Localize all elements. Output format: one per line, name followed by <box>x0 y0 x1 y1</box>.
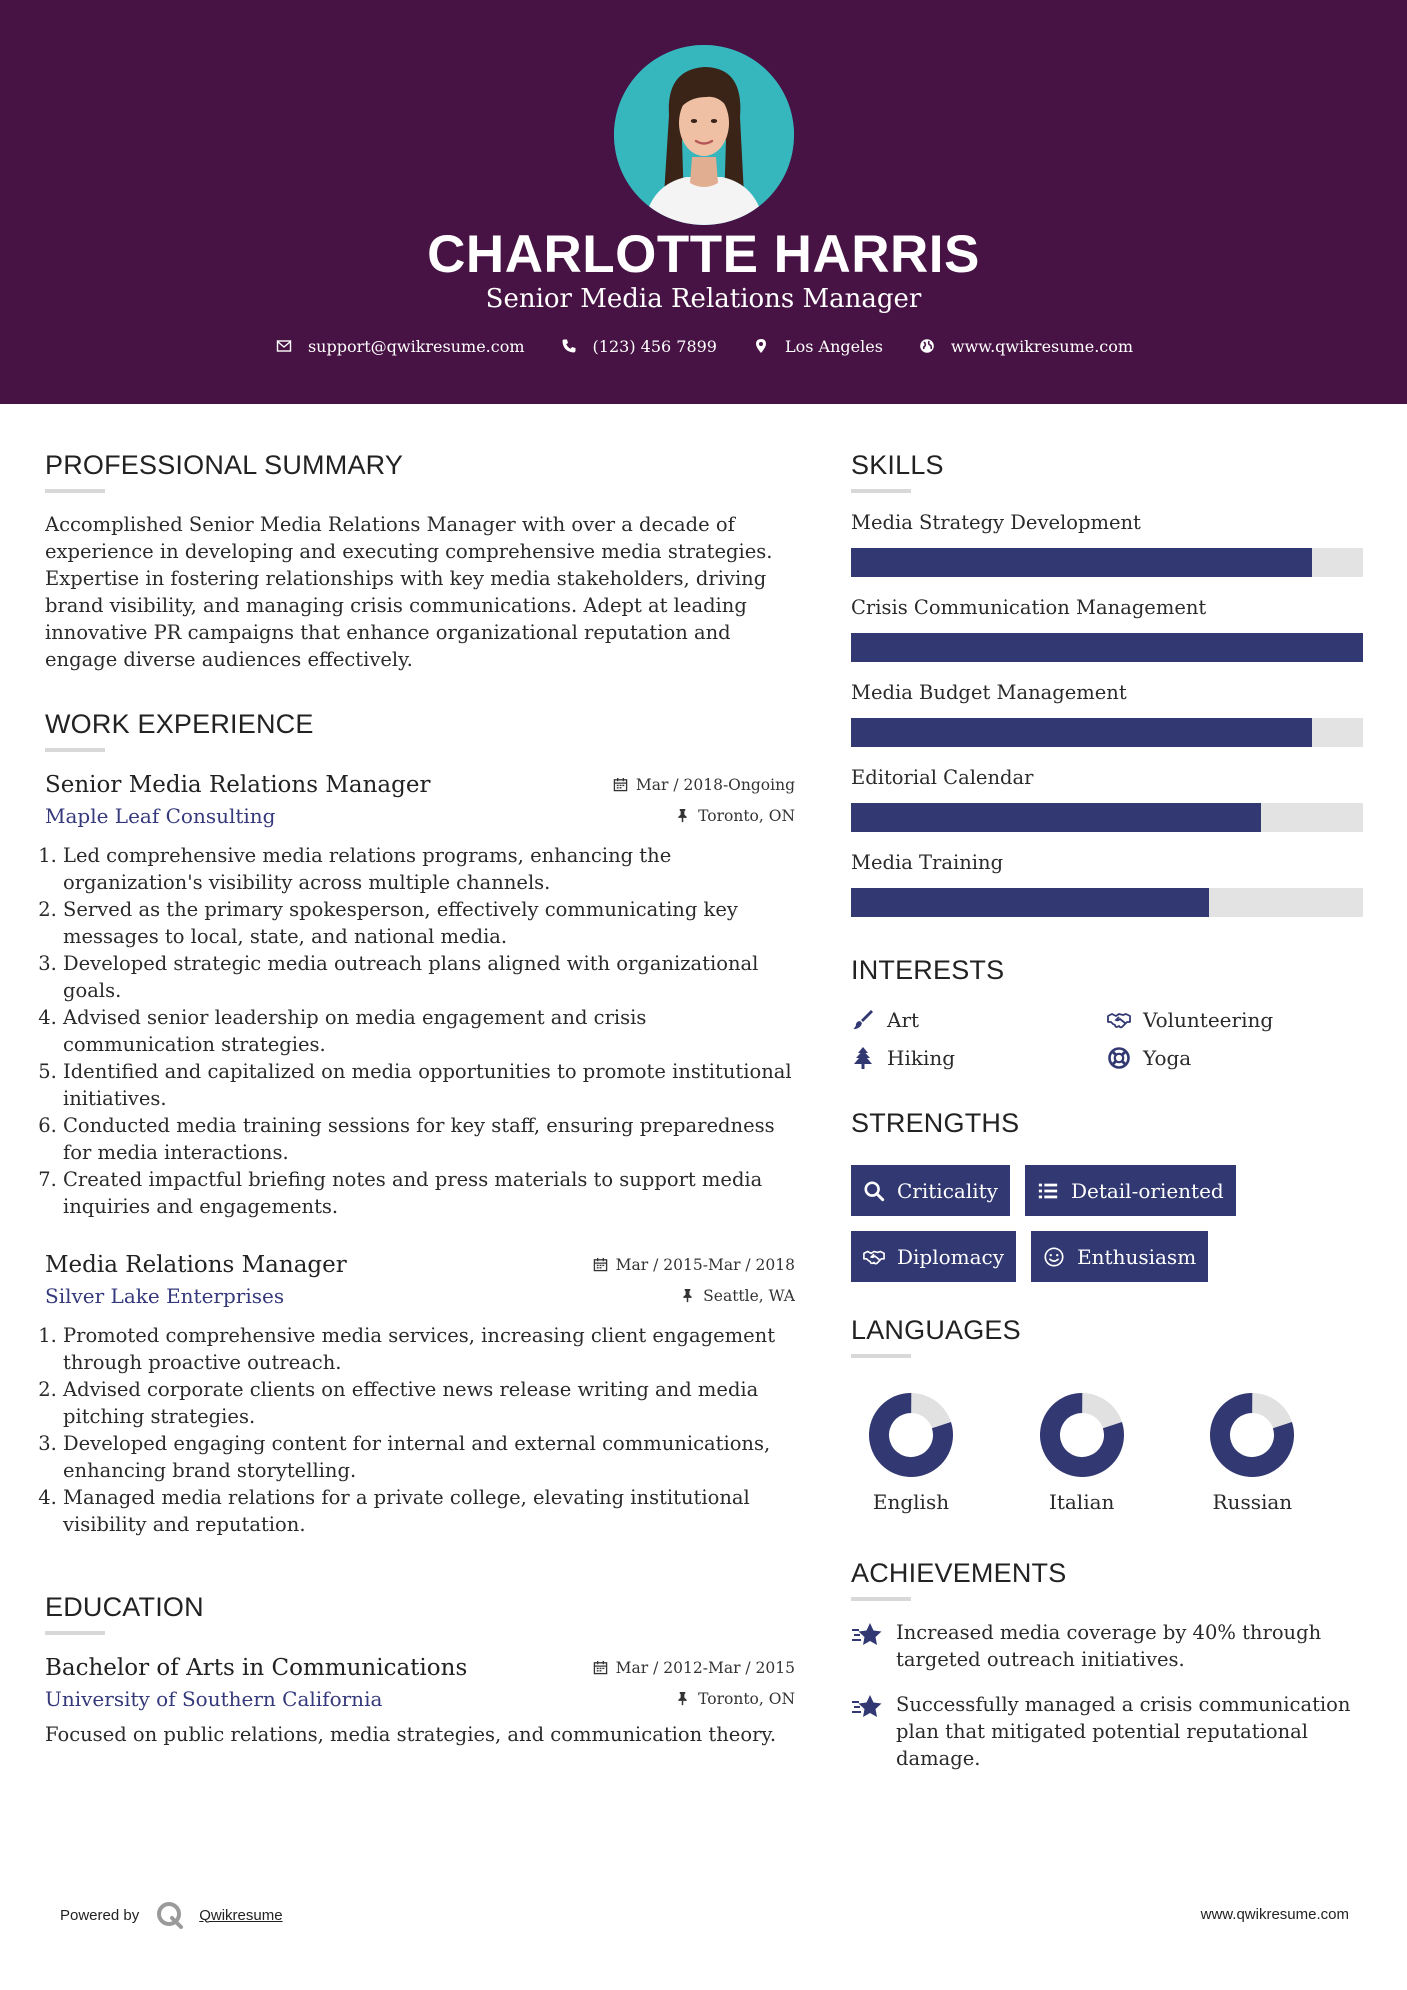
skill-name: Editorial Calendar <box>851 766 1034 789</box>
skills-section <box>851 450 1363 917</box>
language-name: Italian <box>1048 1490 1115 1514</box>
skill-bar-track <box>851 548 1363 577</box>
contact-phone[interactable] <box>559 336 717 356</box>
contact-website[interactable] <box>917 336 1133 356</box>
calendar-icon <box>593 1660 608 1675</box>
job-company: Maple Leaf Consulting <box>45 804 276 828</box>
pin-icon <box>680 1288 695 1303</box>
job-company: Silver Lake Enterprises <box>45 1284 285 1308</box>
skill-bar-fill <box>851 548 1312 577</box>
list-item: 7. Created impactful briefing notes and press materials to support media inquiries and engagements. <box>63 1166 795 1220</box>
skill-item <box>851 851 1363 917</box>
section-divider <box>851 1597 911 1601</box>
interests-section <box>851 955 1363 1070</box>
list-item: 1. Led comprehensive media relations programs, enhancing the organization's visibility across multiple channels. <box>63 842 795 896</box>
candidate-role: Senior Media Relations Manager <box>485 284 922 314</box>
language-item <box>851 1392 1022 1514</box>
list-item: 3. Developed engaging content for internal and external communications, enhancing brand storytelling. <box>63 1430 795 1484</box>
job-location: Toronto, ON <box>675 807 795 825</box>
interest-item: Art <box>851 1008 1107 1032</box>
location-text: Los Angeles <box>784 336 883 356</box>
skill-bar-track <box>851 718 1363 747</box>
right-column <box>851 450 1363 1772</box>
strength-chip: Diplomacy <box>851 1231 1016 1282</box>
paintbrush-icon <box>851 1008 875 1032</box>
list-item: 5. Identified and capitalized on media opportunities to promote institutional initiatives. <box>63 1058 795 1112</box>
phone-icon <box>559 336 579 356</box>
language-item <box>1192 1392 1363 1514</box>
contact-email[interactable] <box>274 336 525 356</box>
strength-chip: Enthusiasm <box>1031 1231 1208 1282</box>
search-icon <box>863 1180 885 1202</box>
strengths-section <box>851 1108 1363 1297</box>
summary-section <box>45 450 795 673</box>
skill-item <box>851 511 1363 577</box>
contact-bar <box>0 336 1407 356</box>
interest-item: Yoga <box>1107 1046 1363 1070</box>
achievement-item <box>851 1619 1363 1673</box>
section-divider <box>45 489 105 493</box>
languages-section <box>851 1315 1363 1514</box>
achievement-item <box>851 1691 1363 1772</box>
handshake-icon <box>1107 1008 1131 1032</box>
email-text: support@qwikresume.com <box>307 336 525 356</box>
education-section <box>45 1592 795 1748</box>
skill-bar-track <box>851 633 1363 662</box>
job-title: Media Relations Manager <box>45 1252 347 1278</box>
language-item <box>1022 1392 1193 1514</box>
calendar-icon <box>593 1257 608 1272</box>
skill-name: Media Strategy Development <box>851 511 1141 534</box>
language-donut-chart <box>868 1392 954 1478</box>
resume-header <box>0 0 1407 404</box>
skill-name: Crisis Communication Management <box>851 596 1207 619</box>
calendar-icon <box>613 777 628 792</box>
language-donut-chart <box>1209 1392 1295 1478</box>
skill-bar-fill <box>851 803 1261 832</box>
skill-name: Media Training <box>851 851 1004 874</box>
job-entry <box>45 1252 795 1538</box>
school-name: University of Southern California <box>45 1687 383 1711</box>
footer-powered-by <box>60 1900 283 1930</box>
list-item: 3. Developed strategic media outreach plans aligned with organizational goals. <box>63 950 795 1004</box>
interest-item: Volunteering <box>1107 1008 1363 1032</box>
job-date: Mar / 2015-Mar / 2018 <box>593 1256 795 1274</box>
job-duties <box>45 1322 795 1538</box>
skill-bar-fill <box>851 718 1312 747</box>
powered-by-label: Powered by <box>60 1906 140 1924</box>
education-date: Mar / 2012-Mar / 2015 <box>593 1659 795 1677</box>
footer-website[interactable]: www.qwikresume.com <box>1200 1906 1349 1923</box>
achievement-text: Successfully managed a crisis communication plan that mitigated potential reputational damage. <box>896 1693 1351 1770</box>
education-heading: EDUCATION <box>45 1592 204 1622</box>
skill-item <box>851 681 1363 747</box>
strengths-heading: STRENGTHS <box>851 1108 1020 1138</box>
job-entry <box>45 772 795 1220</box>
strength-chip: Criticality <box>851 1165 1010 1216</box>
skill-item <box>851 766 1363 832</box>
contact-location <box>751 336 883 356</box>
interest-item: Hiking <box>851 1046 1107 1070</box>
list-item: 1. Promoted comprehensive media services, increasing client engagement through proactive outreach. <box>63 1322 795 1376</box>
education-description: Focused on public relations, media strategies, and communication theory. <box>45 1723 777 1746</box>
qwikresume-logo-icon <box>155 1900 185 1930</box>
language-name: Russian <box>1212 1490 1293 1514</box>
profile-photo <box>614 45 794 225</box>
star-icon <box>851 1693 883 1721</box>
list-item: 6. Conducted media training sessions for key staff, ensuring preparedness for media interactions. <box>63 1112 795 1166</box>
skill-item <box>851 596 1363 662</box>
skill-name: Media Budget Management <box>851 681 1127 704</box>
language-donut-chart <box>1039 1392 1125 1478</box>
job-duties <box>45 842 795 1220</box>
section-divider <box>851 489 911 493</box>
list-item: 2. Served as the primary spokesperson, effectively communicating key messages to local, state, and national media. <box>63 896 795 950</box>
portrait-illustration <box>614 45 794 225</box>
education-location: Toronto, ON <box>675 1690 795 1708</box>
job-location: Seattle, WA <box>680 1287 795 1305</box>
list-item: 2. Advised corporate clients on effective news release writing and media pitching strategies. <box>63 1376 795 1430</box>
skill-bar-fill <box>851 633 1363 662</box>
summary-heading: PROFESSIONAL SUMMARY <box>45 450 404 480</box>
website-text: www.qwikresume.com <box>950 336 1134 356</box>
map-marker-icon <box>751 336 771 356</box>
star-icon <box>851 1621 883 1649</box>
interests-heading: INTERESTS <box>851 955 1005 985</box>
brand-link[interactable]: Qwikresume <box>199 1906 283 1924</box>
pin-icon <box>675 808 690 823</box>
section-divider <box>851 1354 911 1358</box>
smile-icon <box>1043 1246 1065 1268</box>
globe-icon <box>917 336 937 356</box>
life-ring-icon <box>1107 1046 1131 1070</box>
language-name: English <box>872 1490 950 1514</box>
candidate-name: CHARLOTTE HARRIS <box>427 225 980 284</box>
skills-heading: SKILLS <box>851 450 944 480</box>
summary-text: Accomplished Senior Media Relations Manager with over a decade of experience in developing and executing comprehensive media strategies. Expertise in fostering relationships with key media stakeholders, driving brand visibility, and managing crisis communications. Adept at leading innovative PR campaigns that enhance organizational reputation and engage diverse audiences effectively. <box>45 513 773 671</box>
experience-section <box>45 709 795 1538</box>
pin-icon <box>675 1691 690 1706</box>
envelope-icon <box>274 336 294 356</box>
strength-chip: Detail-oriented <box>1025 1165 1236 1216</box>
skill-bar-fill <box>851 888 1209 917</box>
section-divider <box>45 748 105 752</box>
skill-bar-track <box>851 803 1363 832</box>
job-date: Mar / 2018-Ongoing <box>613 776 795 794</box>
section-divider <box>45 1631 105 1635</box>
achievements-heading: ACHIEVEMENTS <box>851 1558 1067 1588</box>
achievements-section <box>851 1558 1363 1772</box>
handshake-icon <box>863 1246 885 1268</box>
tree-icon <box>851 1046 875 1070</box>
job-title: Senior Media Relations Manager <box>45 772 431 798</box>
list-item: 4. Managed media relations for a private college, elevating institutional visibility and reputation. <box>63 1484 795 1538</box>
phone-text: (123) 456 7899 <box>592 336 717 356</box>
experience-heading: WORK EXPERIENCE <box>45 709 314 739</box>
achievement-text: Increased media coverage by 40% through targeted outreach initiatives. <box>896 1621 1322 1671</box>
languages-heading: LANGUAGES <box>851 1315 1021 1345</box>
list-item: 4. Advised senior leadership on media engagement and crisis communication strategies. <box>63 1004 795 1058</box>
skill-bar-track <box>851 888 1363 917</box>
list-icon <box>1037 1180 1059 1202</box>
degree-title: Bachelor of Arts in Communications <box>45 1655 468 1681</box>
left-column <box>45 450 795 1748</box>
